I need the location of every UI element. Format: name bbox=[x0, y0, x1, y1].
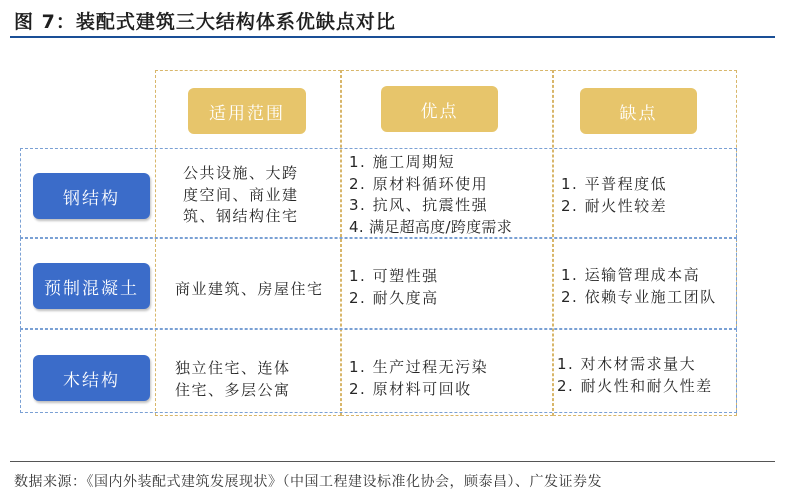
scope-line: 公共设施、大跨 bbox=[183, 164, 299, 182]
cons-item: 1. 平普程度低 bbox=[561, 175, 668, 193]
figure-title: 图 7：装配式建筑三大结构体系优缺点对比 bbox=[14, 11, 396, 33]
cell-concrete-cons bbox=[561, 265, 717, 308]
row-label-steel: 钢结构 bbox=[33, 173, 150, 219]
pros-item: 1. 可塑性强 bbox=[349, 267, 439, 285]
header-cons: 缺点 bbox=[580, 88, 697, 134]
cell-steel-pros bbox=[349, 152, 512, 238]
header-pros: 优点 bbox=[381, 86, 498, 132]
pros-item: 1. 生产过程无污染 bbox=[349, 358, 489, 376]
cell-wood-pros bbox=[349, 357, 488, 400]
pros-item: 1. 施工周期短 bbox=[349, 153, 456, 171]
pros-item: 2. 耐久度高 bbox=[349, 288, 439, 307]
row-label-concrete: 预制混凝土 bbox=[33, 263, 150, 309]
cell-concrete-scope bbox=[175, 279, 324, 301]
cell-wood-scope bbox=[175, 358, 291, 401]
scope-line: 独立住宅、连体 bbox=[175, 359, 291, 377]
cell-concrete-pros bbox=[349, 266, 439, 309]
cons-item: 2. 依赖专业施工团队 bbox=[561, 287, 717, 306]
cell-steel-cons bbox=[561, 174, 667, 217]
cell-wood-cons bbox=[557, 354, 713, 397]
row-label-wood: 木结构 bbox=[33, 355, 150, 401]
cons-item: 2. 耐火性和耐久性差 bbox=[557, 376, 713, 395]
pros-item: 2. 原材料循环使用 bbox=[349, 174, 489, 193]
source-divider bbox=[10, 461, 775, 462]
pros-item: 3. 抗风、抗震性强 bbox=[349, 196, 489, 214]
cons-item: 1. 运输管理成本高 bbox=[561, 266, 701, 284]
pros-item: 4. 满足超高度/跨度需求 bbox=[349, 217, 513, 236]
header-scope: 适用范围 bbox=[188, 88, 306, 134]
scope-line: 度空间、商业建 bbox=[183, 185, 299, 204]
cons-item: 2. 耐火性较差 bbox=[561, 196, 668, 215]
cell-steel-scope bbox=[183, 163, 299, 228]
source-note: 数据来源：《国内外装配式建筑发展现状》（中国工程建设标准化协会，顾泰昌）、广发证券发 bbox=[14, 474, 602, 490]
scope-line: 住宅、多层公寓 bbox=[175, 380, 291, 399]
title-divider bbox=[10, 36, 775, 38]
scope-line: 商业建筑、房屋住宅 bbox=[175, 280, 324, 298]
scope-line: 筑、钢结构住宅 bbox=[183, 207, 299, 225]
pros-item: 2. 原材料可回收 bbox=[349, 379, 472, 398]
cons-item: 1. 对木材需求量大 bbox=[557, 355, 697, 373]
